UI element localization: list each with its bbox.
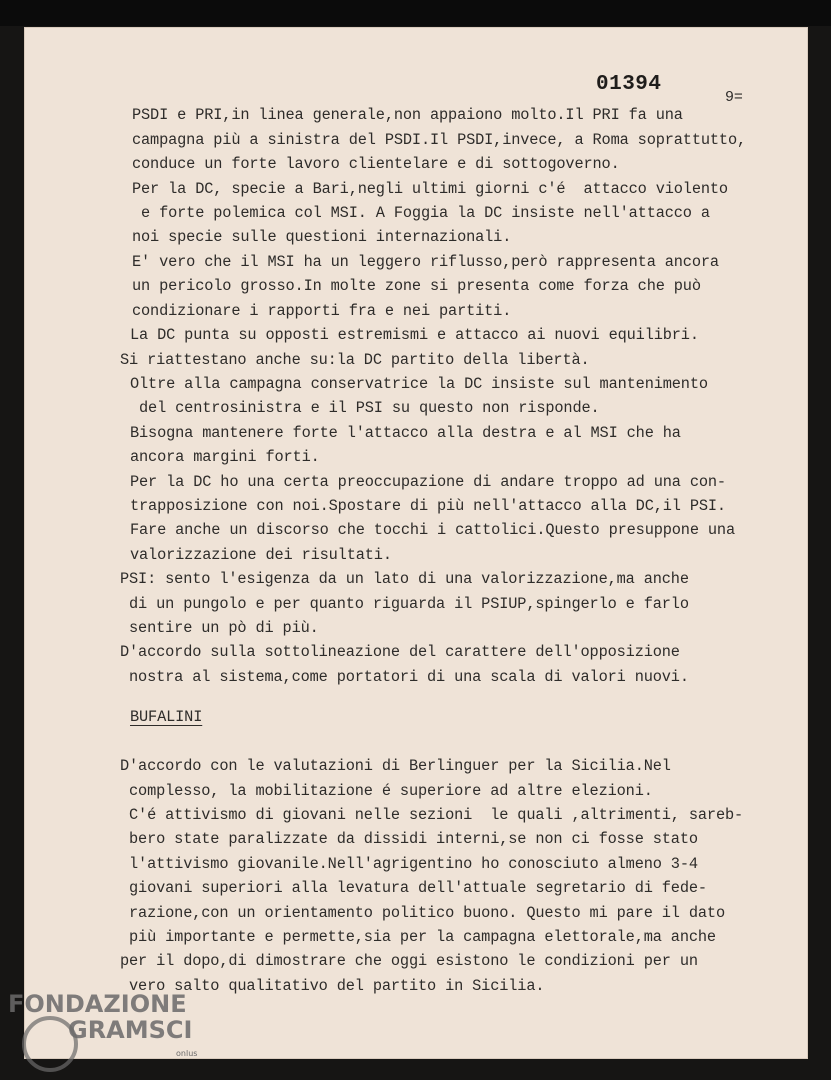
text-line: di un pungolo e per quanto riguarda il PSIUP,spingerlo e farlo: [120, 595, 689, 613]
text-line: conduce un forte lavoro clientelare e di sottogoverno.: [132, 155, 620, 173]
text-line: complesso, la mobilitazione é superiore ad altre elezioni.: [120, 782, 653, 800]
text-line: D'accordo sulla sottolineazione del carattere dell'opposizione: [120, 643, 680, 661]
text-line: PSDI e PRI,in linea generale,non appaiono molto.Il PRI fa una: [132, 106, 683, 124]
document-page: [24, 27, 808, 1059]
watermark-sub: onlus: [176, 1049, 198, 1058]
text-line: trapposizione con noi.Spostare di più nell'attacco alla DC,il PSI.: [130, 497, 726, 515]
watermark-line2: GRAMSCI: [68, 1016, 193, 1044]
text-line: Oltre alla campagna conservatrice la DC insiste sul mantenimento: [130, 375, 708, 393]
text-line: E' vero che il MSI ha un leggero riflusso,però rappresenta ancora: [132, 253, 719, 271]
text-line: C'é attivismo di giovani nelle sezioni le quali ,altrimenti, sareb-: [120, 806, 744, 824]
text-line: Fare anche un discorso che tocchi i cattolici.Questo presuppone una: [130, 521, 735, 539]
text-line: ancora margini forti.: [130, 448, 320, 466]
text-line: Per la DC, specie a Bari,negli ultimi giorni c'é attacco violento: [132, 180, 728, 198]
text-line: vero salto qualitativo del partito in Sicilia.: [120, 977, 545, 995]
text-line: PSI: sento l'esigenza da un lato di una valorizzazione,ma anche: [120, 570, 689, 588]
top-dark-band: [0, 0, 831, 26]
text-line: e forte polemica col MSI. A Foggia la DC insiste nell'attacco a: [132, 204, 710, 222]
text-line: del centrosinistra e il PSI su questo non risponde.: [130, 399, 600, 417]
text-line: condizionare i rapporti fra e nei partiti.: [132, 302, 512, 320]
text-line: l'attivismo giovanile.Nell'agrigentino ho conosciuto almeno 3-4: [120, 855, 698, 873]
text-line: per il dopo,di dimostrare che oggi esistono le condizioni per un: [120, 952, 698, 970]
text-line: nostra al sistema,come portatori di una scala di valori nuovi.: [120, 668, 689, 686]
text-line: campagna più a sinistra del PSDI.Il PSDI,invece, a Roma soprattutto,: [132, 131, 747, 149]
text-line: noi specie sulle questioni internazionali.: [132, 228, 512, 246]
fondazione-gramsci-watermark: [6, 990, 216, 1076]
text-line: valorizzazione dei risultati.: [130, 546, 392, 564]
page-number: 9=: [725, 89, 743, 106]
watermark-line1: FONDAZIONE: [8, 990, 187, 1018]
text-line: razione,con un orientamento politico buono. Questo mi pare il dato: [120, 904, 725, 922]
text-line: sentire un pò di più.: [120, 619, 319, 637]
text-line: D'accordo con le valutazioni di Berlinguer per la Sicilia.Nel: [120, 757, 671, 775]
text-line: La DC punta su opposti estremismi e attacco ai nuovi equilibri.: [130, 326, 699, 344]
document-number: 01394: [596, 73, 662, 96]
text-line: più importante e permette,sia per la campagna elettorale,ma anche: [120, 928, 716, 946]
text-line: un pericolo grosso.In molte zone si presenta come forza che può: [132, 277, 701, 295]
text-line: Si riattestano anche su:la DC partito della libertà.: [120, 351, 590, 369]
text-line: bero state paralizzate da dissidi interni,se non ci fosse stato: [120, 830, 698, 848]
text-line: Bisogna mantenere forte l'attacco alla destra e al MSI che ha: [130, 424, 681, 442]
text-line: Per la DC ho una certa preoccupazione di andare troppo ad una con-: [130, 473, 726, 491]
section-heading: BUFALINI: [130, 708, 203, 726]
text-line: giovani superiori alla levatura dell'attuale segretario di fede-: [120, 879, 707, 897]
